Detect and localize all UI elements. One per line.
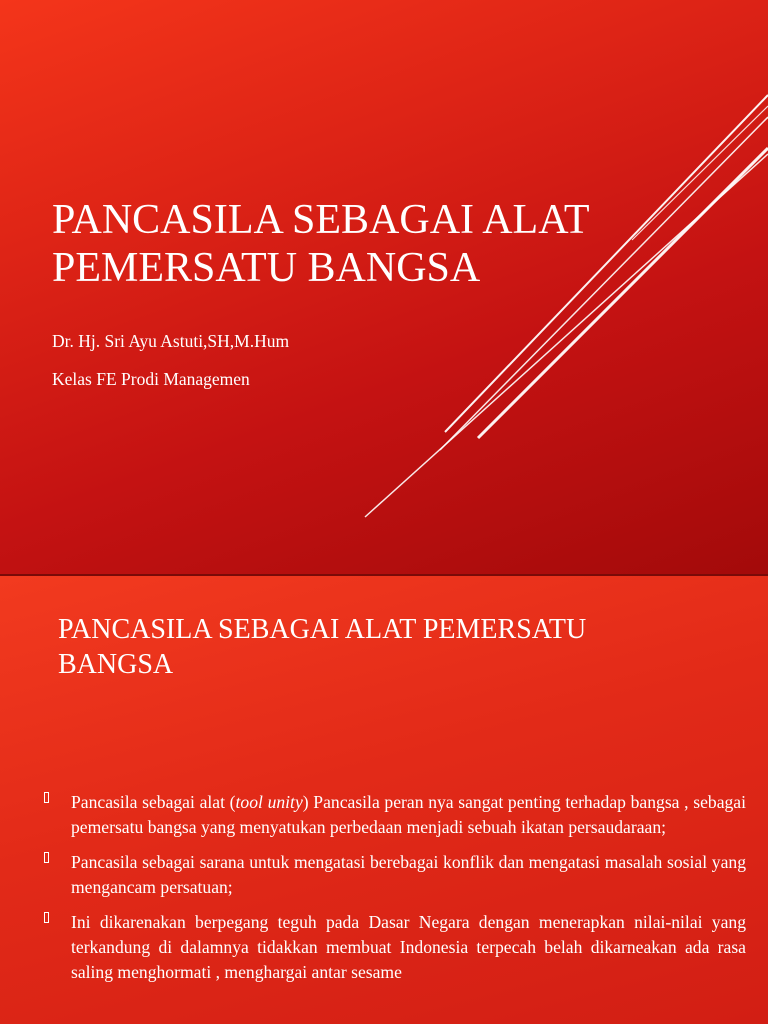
bullet-italic-text: tool unity — [235, 792, 303, 812]
bullet-list — [44, 790, 746, 995]
bullet-icon — [44, 792, 49, 803]
bullet-icon — [44, 852, 49, 863]
bullet-item — [44, 790, 746, 840]
content-title-line: PANCASILA SEBAGAI ALAT PEMERSATU — [58, 614, 587, 645]
slide-title-line: PANCASILA SEBAGAI ALAT — [52, 197, 590, 243]
bullet-icon — [44, 912, 49, 923]
bullet-text: ) Pancasila peran nya sangat penting terhadap bangsa , sebagai pemersatu bangsa yang menyatukan perbedaan menjadi sebuah ikatan persaudaraan; — [71, 792, 747, 837]
content-slide-title — [58, 612, 708, 682]
bullet-text: Pancasila sebagai alat ( — [71, 792, 236, 812]
diagonal-line — [478, 148, 768, 438]
bullet-item — [44, 850, 746, 900]
bullet-text: Pancasila sebagai sarana untuk mengatasi berebagai konflik dan mengatasi masalah sosial yang mengancam persatuan; — [71, 852, 746, 897]
class-info: Kelas FE Prodi Managemen — [52, 369, 250, 389]
content-title-line: BANGSA — [58, 649, 174, 680]
author-name: Dr. Hj. Sri Ayu Astuti,SH,M.Hum — [52, 331, 290, 351]
bullet-text: Ini dikarenakan berpegang teguh pada Dasar Negara dengan menerapkan nilai-nilai yang terkandung di dalamnya tidakkan membuat Indonesia terpecah belah dikarneakan ada rasa saling menghormati , menghargai antar sesame — [71, 912, 746, 982]
slide-title — [52, 196, 692, 292]
bullet-item — [44, 910, 746, 985]
slide-title-line: PEMERSATU BANGSA — [52, 245, 481, 291]
